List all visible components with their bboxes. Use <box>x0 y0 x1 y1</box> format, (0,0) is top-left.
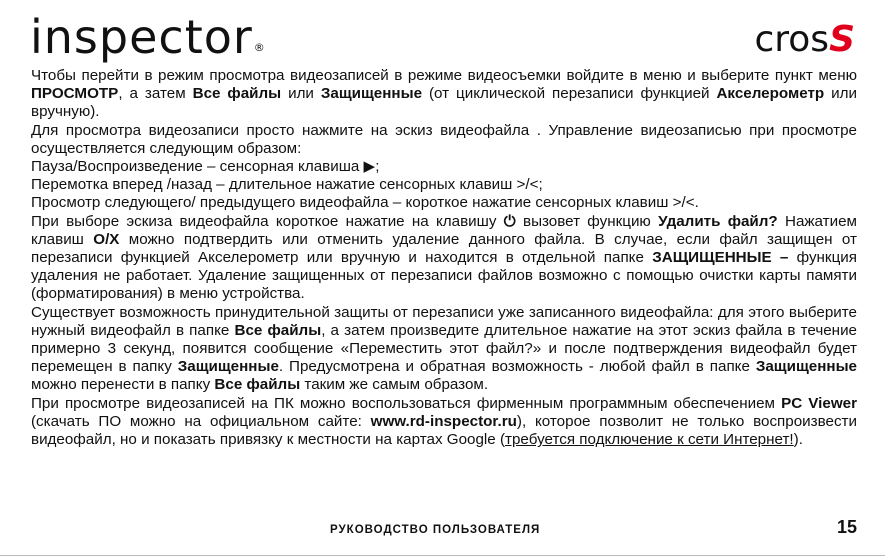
website-link[interactable]: www.rd-inspector.ru <box>370 412 517 430</box>
manual-text <box>31 67 857 449</box>
paragraph-playback-intro: Для просмотра видеозаписи просто нажмите на эскиз видеофайла . Управление видеозаписью при просмотре осуществляется следующим образом: <box>31 121 857 157</box>
paragraph-delete: При выборе эскиза видеофайла короткое нажатие на клавишу ⏻ вызовет функцию Удалить файл? Нажатием клавиш O/X можно подтвердить или отменить удаление данного файла. В случае, если файл защищен от перезаписи функцией Акселерометр или вручную и находится в отдельной папке ЗАЩИЩЕННЫЕ – функция удаления не работает. Удаление защищенных от перезаписи файлов возможно с помощью очистки карты памяти (форматирования) в меню устройства. <box>31 212 857 303</box>
registered-mark: ® <box>253 41 266 54</box>
paragraph-pc-viewer: При просмотре видеозаписей на ПК можно воспользоваться фирменным программным обеспечением PC Viewer (скачать ПО можно на официальном сайте: www.rd-inspector.ru), которое позволит не только воспроизвести видеофайл, но и показать привязку к местности на картах Google (требуется подключение к сети Интернет!). <box>31 394 857 449</box>
cross-logo-text: cros <box>754 19 830 60</box>
footer-title: РУКОВОДСТВО ПОЛЬЗОВАТЕЛЯ <box>330 524 541 536</box>
paragraph-pause-play: Пауза/Воспроизведение – сенсорная клавиша ▶; <box>31 158 380 176</box>
paragraph-view-mode: Чтобы перейти в режим просмотра видеозаписей в режиме видеосъемки войдите в меню и выберите пункт меню ПРОСМОТР, а затем Все файлы или Защищенные (от циклической перезаписи функцией Акселерометр или вручную). <box>31 67 857 121</box>
cross-logo <box>754 19 855 60</box>
inspector-logo-text: inspector <box>30 10 253 64</box>
page-number: 15 <box>836 517 857 537</box>
paragraph-next-prev: Просмотр следующего/ предыдущего видеофайла – короткое нажатие сенсорных клавиш >/<. <box>31 194 699 212</box>
inspector-logo <box>30 10 266 64</box>
cross-logo-mark: S <box>829 19 855 60</box>
paragraph-protect: Существует возможность принудительной защиты от перезаписи уже записанного видеофайла: для этого выберите нужный видеофайл в папке Все файлы, а затем произведите длительное нажатие на этот эскиз файла в течение примерно 3 секунд, появится сообщение «Переместить этот файл?» и после подтверждения видеофайл будет перемещен в папку Защищенные. Предусмотрена и обратная возможность - любой файл в папке Защищенные можно перенести в папку Все файлы таким же самым образом. <box>31 303 858 394</box>
power-icon: ⏻ <box>503 212 516 230</box>
paragraph-seek: Перемотка вперед /назад – длительное нажатие сенсорных клавиш >/<; <box>31 176 543 194</box>
